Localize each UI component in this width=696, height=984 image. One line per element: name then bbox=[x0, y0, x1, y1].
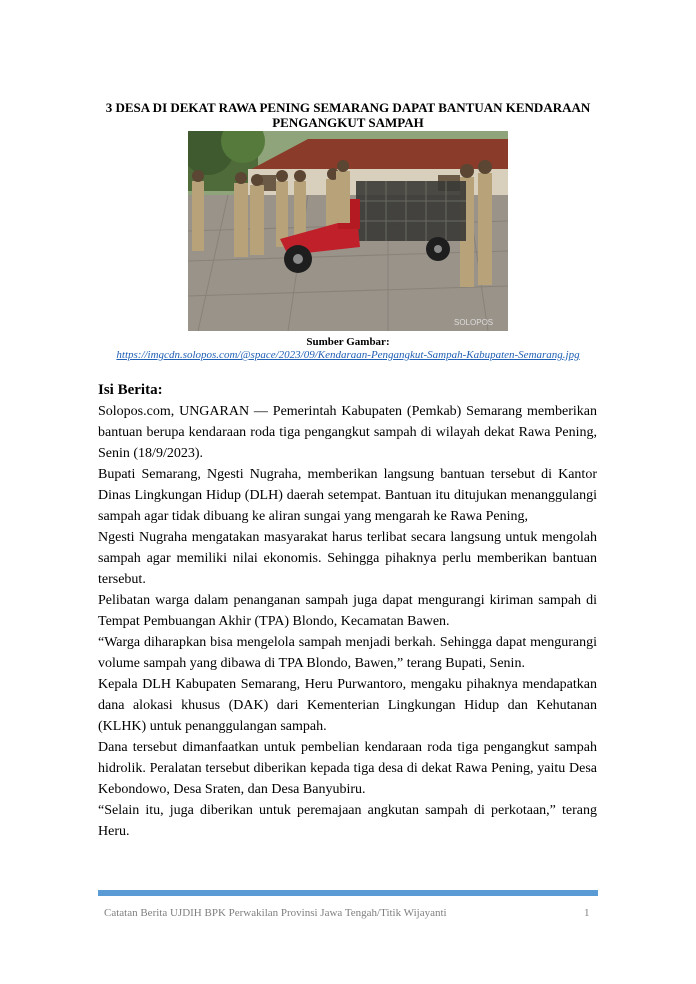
paragraph-1: Solopos.com, UNGARAN — Pemerintah Kabupaten (Pemkab) Semarang memberikan bantuan berupa kendaraan roda tiga pengangkut sampah di wilayah dekat Rawa Pening, Senin (18/9/2023). bbox=[98, 404, 597, 461]
footer-divider bbox=[98, 890, 598, 896]
paragraph-8: “Selain itu, juga diberikan untuk peremajaan angkutan sampah di perkotaan,” terang Heru. bbox=[98, 803, 597, 839]
section-heading: Isi Berita: bbox=[98, 382, 163, 398]
paragraph-6: Kepala DLH Kabupaten Semarang, Heru Purwantoro, mengaku pihaknya mendapatkan dana alokasi khusus (DAK) dari Kementerian Lingkungan Hidup dan Kehutanan (KLHK) untuk penanggulangan sampah. bbox=[98, 677, 597, 734]
paragraph-2: Bupati Semarang, Ngesti Nugraha, memberikan langsung bantuan tersebut di Kantor Dinas Lingkungan Hidup (DLH) daerah setempat. Bantuan itu ditujukan menanggulangi sampah agar tidak dibuang ke aliran sungai yang mengarah ke Rawa Pening, bbox=[98, 467, 597, 524]
news-photo bbox=[188, 131, 508, 331]
page-number: 1 bbox=[584, 907, 590, 919]
article-body bbox=[98, 401, 597, 842]
paragraph-7: Dana tersebut dimanfaatkan untuk pembelian kendaraan roda tiga pengangkut sampah hidrolik. Peralatan tersebut diberikan kepada tiga desa di dekat Rawa Pening, yaitu Desa Kebondowo, Desa Sraten, dan Desa Banyubiru. bbox=[98, 740, 597, 797]
paragraph-4: Pelibatan warga dalam penanganan sampah juga dapat mengurangi kiriman sampah di Tempat Pembuangan Akhir (TPA) Blondo, Kecamatan Bawen. bbox=[98, 593, 597, 629]
footer-text: Catatan Berita UJDIH BPK Perwakilan Provinsi Jawa Tengah/Titik Wijayanti bbox=[104, 907, 447, 919]
paragraph-3: Ngesti Nugraha mengatakan masyarakat harus terlibat secara langsung untuk mengolah sampah agar memiliki nilai ekonomis. Sehingga pihaknya perlu memberikan bantuan tersebut. bbox=[98, 530, 597, 587]
photo-watermark: SOLOPOS bbox=[454, 318, 494, 327]
image-caption-label: Sumber Gambar: bbox=[306, 336, 390, 348]
paragraph-5: “Warga diharapkan bisa mengelola sampah menjadi berkah. Sehingga dapat mengurangi volume sampah yang dibawa di TPA Blondo, Bawen,” terang Bupati, Senin. bbox=[98, 635, 597, 671]
image-source-link[interactable]: https://imgcdn.solopos.com/@space/2023/09/Kendaraan-Pengangkut-Sampah-Kabupaten-Semarang.jpg bbox=[116, 349, 580, 361]
document-title: 3 DESA DI DEKAT RAWA PENING SEMARANG DAPAT BANTUAN KENDARAAN PENGANGKUT SAMPAH bbox=[105, 100, 591, 130]
